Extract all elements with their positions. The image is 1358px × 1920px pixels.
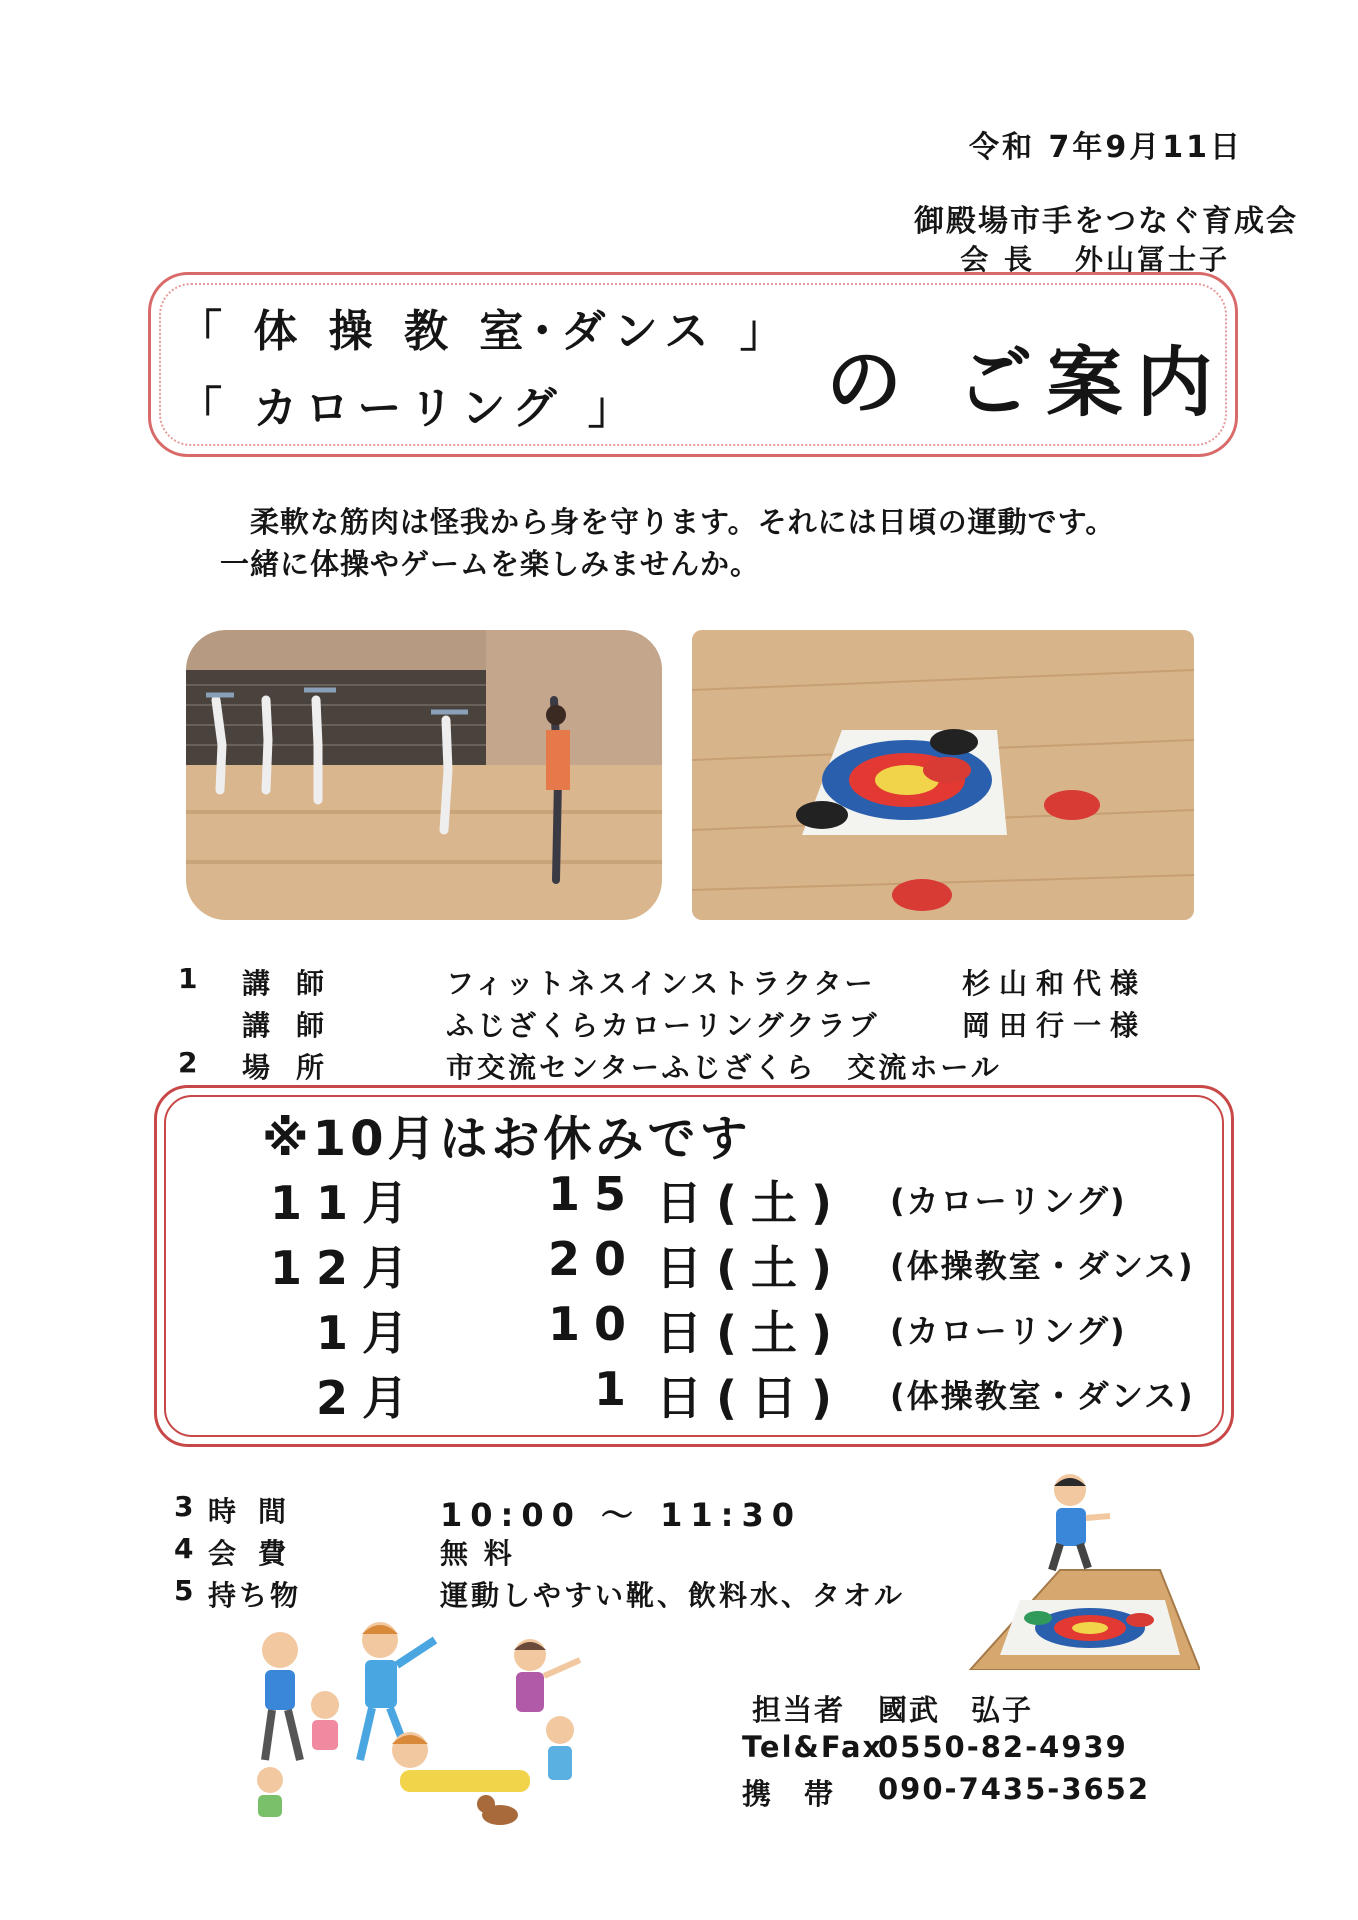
president-name: 外山冨士子 [1074, 243, 1230, 276]
detail-number-2: 2 [178, 1046, 202, 1079]
title-line-curling: 「 カローリング 」 [178, 383, 640, 434]
exercise-class-photo-drawing [186, 630, 662, 920]
schedule-month-4: 2月 [315, 1371, 422, 1425]
schedule-weekday-1: 日(土) [656, 1176, 847, 1230]
schedule-type-4: (体操教室・ダンス) [890, 1377, 1195, 1415]
instructor-affiliation-2: ふじざくらカローリングクラブ [446, 1009, 880, 1042]
detail-number-1: 1 [178, 962, 202, 995]
family-exercise-drawing [250, 1620, 610, 1830]
venue-label: 場所 [242, 1051, 351, 1084]
schedule-month-3: 1月 [315, 1306, 422, 1360]
schedule-type-1: (カローリング) [890, 1182, 1127, 1220]
contact-person-name: 國武 弘子 [878, 1693, 1034, 1727]
mobile-number: 090-7435-3652 [878, 1772, 1151, 1806]
intro-line-2: 一緒に体操やゲームを楽しみませんか。 [220, 547, 761, 581]
curling-player-drawing [960, 1470, 1200, 1670]
family-exercise-illustration [250, 1620, 610, 1830]
fee-label: 会費 [208, 1537, 309, 1570]
president-title: 会 長 [960, 243, 1035, 276]
schedule-day-2: 20 [547, 1232, 640, 1286]
items-label: 持ち物 [208, 1579, 302, 1612]
curling-mat-photo [692, 630, 1194, 920]
detail-number-3: 3 [174, 1490, 197, 1523]
organization-name: 御殿場市手をつなぐ育成会 [914, 204, 1298, 239]
detail-number-4: 4 [174, 1532, 197, 1565]
document-date: 令和 7年9月11日 [969, 130, 1243, 165]
contact-person-label: 担当者 [752, 1693, 846, 1727]
schedule-month-1: 11月 [269, 1176, 422, 1230]
tel-fax-label: Tel&Fax [742, 1730, 884, 1764]
schedule-weekday-4: 日(日) [656, 1371, 847, 1425]
title-line-exercise: 「 体 操 教 室･ダンス 」 [178, 306, 792, 357]
title-suffix: の ご案内 [826, 338, 1227, 427]
schedule-type-3: (カローリング) [890, 1312, 1127, 1350]
curling-player-illustration [960, 1470, 1200, 1670]
schedule-day-1: 15 [547, 1167, 640, 1221]
curling-mat-photo-drawing [692, 630, 1194, 920]
tel-fax-number: 0550-82-4939 [878, 1730, 1128, 1764]
instructor-label-1: 講師 [242, 967, 351, 1000]
schedule-weekday-2: 日(土) [656, 1241, 847, 1295]
schedule-type-2: (体操教室・ダンス) [890, 1247, 1195, 1285]
instructor-affiliation-1: フィットネスインストラクター [446, 967, 876, 1000]
fee-value: 無 料 [440, 1537, 515, 1570]
items-value: 運動しやすい靴、飲料水、タオル [440, 1579, 906, 1612]
instructor-name-2: 岡田行一様 [962, 1009, 1148, 1042]
instructor-name-1: 杉山和代様 [962, 967, 1148, 1000]
intro-line-1: 柔軟な筋肉は怪我から身を守ります。それには日頃の運動です。 [250, 505, 1116, 539]
october-closed-notice: ※10月はお休みです [262, 1111, 752, 1167]
schedule-month-2: 12月 [269, 1241, 422, 1295]
schedule-day-3: 10 [547, 1297, 640, 1351]
schedule-day-4: 1 [593, 1362, 640, 1416]
venue-value: 市交流センターふじざくら 交流ホール [446, 1051, 1002, 1084]
time-label: 時間 [208, 1495, 309, 1528]
mobile-label: 携 帯 [742, 1777, 836, 1811]
instructor-label-2: 講師 [242, 1009, 351, 1042]
time-value: 10:00 ～ 11:30 [440, 1496, 803, 1534]
detail-number-5: 5 [174, 1574, 197, 1607]
schedule-weekday-3: 日(土) [656, 1306, 847, 1360]
exercise-class-photo [186, 630, 662, 920]
